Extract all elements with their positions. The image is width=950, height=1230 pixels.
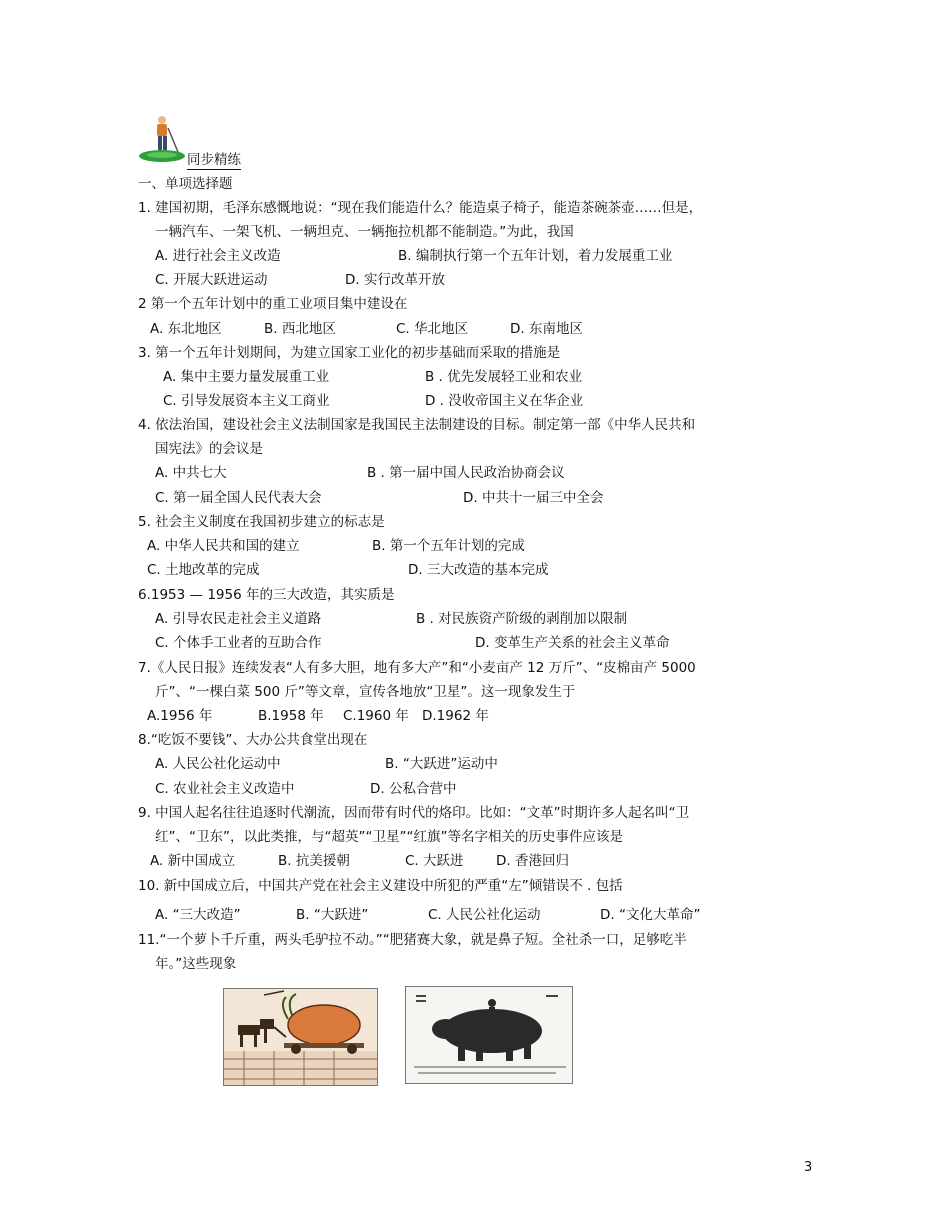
question-9-option-b: B. 抗美援朝 bbox=[278, 853, 350, 869]
question-8-option-d: D. 公私合营中 bbox=[370, 781, 457, 797]
question-7-stem-cont: 斤”、“一棵白菜 500 斤”等文章，宣传各地放“卫星”。这一现象发生于 bbox=[155, 684, 576, 700]
question-7-option-b: B.1958 年 bbox=[258, 708, 324, 724]
question-8-option-a: A. 人民公社化运动中 bbox=[155, 756, 281, 772]
question-9-stem: 9. 中国人起名往往追逐时代潮流，因而带有时代的烙印。比如：“文革”时期许多人起名叫“卫 bbox=[138, 805, 690, 821]
question-2-option-d: D. 东南地区 bbox=[510, 321, 583, 337]
question-4-stem-cont: 国宪法》的会议是 bbox=[155, 441, 263, 457]
question-2-option-c: C. 华北地区 bbox=[396, 321, 469, 337]
page-number: 3 bbox=[804, 1160, 813, 1175]
question-6-option-b: B . 对民族资产阶级的剥削加以限制 bbox=[416, 611, 628, 627]
question-11-stem: 11.“一个萝卜千斤重，两头毛驴拉不动。”“肥猪赛大象，就是鼻子短。全社杀一口，足够吃半 bbox=[138, 932, 687, 948]
question-10-option-b: B. “大跃进” bbox=[296, 907, 369, 923]
question-10-option-a: A. “三大改造” bbox=[155, 907, 241, 923]
question-1-option-a: A. 进行社会主义改造 bbox=[155, 248, 281, 264]
question-4-option-b: B . 第一届中国人民政治协商会议 bbox=[367, 465, 565, 481]
question-7-option-d: D.1962 年 bbox=[422, 708, 489, 724]
question-1-stem-cont: 一辆汽车、一架飞机、一辆坦克、一辆拖拉机都不能制造。”为此，我国 bbox=[155, 224, 574, 240]
question-4-option-a: A. 中共七大 bbox=[155, 465, 227, 481]
question-5-option-a: A. 中华人民共和国的建立 bbox=[147, 538, 300, 554]
question-7-option-a: A.1956 年 bbox=[147, 708, 213, 724]
radish-cart-illustration bbox=[223, 988, 378, 1086]
question-2-option-a: A. 东北地区 bbox=[150, 321, 222, 337]
question-6-stem: 6.1953 — 1956 年的三大改造，其实质是 bbox=[138, 587, 395, 603]
question-10-option-c: C. 人民公社化运动 bbox=[428, 907, 541, 923]
question-7-stem: 7.《人民日报》连续发表“人有多大胆，地有多大产”和“小麦亩产 12 万斤”、“皮棉亩产 5000 bbox=[138, 660, 696, 676]
question-6-option-c: C. 个体手工业者的互助合作 bbox=[155, 635, 322, 651]
golfer-icon bbox=[138, 114, 192, 164]
question-3-stem: 3. 第一个五年计划期间，为建立国家工业化的初步基础而采取的措施是 bbox=[138, 345, 561, 361]
giant-pig-illustration bbox=[405, 986, 573, 1084]
question-3-option-b: B . 优先发展轻工业和农业 bbox=[425, 369, 583, 385]
part-heading: 一、单项选择题 bbox=[138, 176, 233, 192]
question-3-option-c: C. 引导发展资本主义工商业 bbox=[163, 393, 330, 409]
question-8-option-c: C. 农业社会主义改造中 bbox=[155, 781, 295, 797]
question-1-stem: 1. 建国初期，毛泽东感慨地说：“现在我们能造什么？能造桌子椅子，能造茶碗茶壶……但是， bbox=[138, 200, 703, 216]
question-3-option-a: A. 集中主要力量发展重工业 bbox=[163, 369, 330, 385]
question-2-option-b: B. 西北地区 bbox=[264, 321, 336, 337]
question-10-option-d: D. “文化大革命” bbox=[600, 907, 701, 923]
question-1-option-b: B. 编制执行第一个五年计划，着力发展重工业 bbox=[398, 248, 673, 264]
question-7-option-c: C.1960 年 bbox=[343, 708, 409, 724]
question-8-stem: 8.“吃饭不要钱”、大办公共食堂出现在 bbox=[138, 732, 368, 748]
question-8-option-b: B. “大跃进”运动中 bbox=[385, 756, 498, 772]
question-10-stem: 10. 新中国成立后，中国共产党在社会主义建设中所犯的严重“左”倾错误不 . 包括 bbox=[138, 878, 623, 894]
question-5-option-b: B. 第一个五年计划的完成 bbox=[372, 538, 525, 554]
question-5-option-d: D. 三大改造的基本完成 bbox=[408, 562, 549, 578]
question-4-stem: 4. 依法治国，建设社会主义法制国家是我国民主法制建设的目标。制定第一部《中华人民共和 bbox=[138, 417, 696, 433]
question-1-option-d: D. 实行改革开放 bbox=[345, 272, 445, 288]
question-9-option-d: D. 香港回归 bbox=[496, 853, 569, 869]
question-9-stem-cont: 红”、“卫东”，以此类推，与“超英”“卫星”“红旗”等名字相关的历史事件应该是 bbox=[155, 829, 623, 845]
question-1-option-c: C. 开展大跃进运动 bbox=[155, 272, 268, 288]
question-6-option-a: A. 引导农民走社会主义道路 bbox=[155, 611, 322, 627]
question-4-option-c: C. 第一届全国人民代表大会 bbox=[155, 490, 322, 506]
question-3-option-d: D . 没收帝国主义在华企业 bbox=[425, 393, 584, 409]
section-title: 同步精练 bbox=[187, 148, 241, 170]
question-11-stem-cont: 年。”这些现象 bbox=[155, 956, 237, 972]
question-2-stem: 2 第一个五年计划中的重工业项目集中建设在 bbox=[138, 296, 408, 312]
question-5-option-c: C. 土地改革的完成 bbox=[147, 562, 260, 578]
question-5-stem: 5. 社会主义制度在我国初步建立的标志是 bbox=[138, 514, 385, 530]
question-9-option-a: A. 新中国成立 bbox=[150, 853, 236, 869]
question-4-option-d: D. 中共十一届三中全会 bbox=[463, 490, 604, 506]
question-9-option-c: C. 大跃进 bbox=[405, 853, 464, 869]
question-6-option-d: D. 变革生产关系的社会主义革命 bbox=[475, 635, 670, 651]
